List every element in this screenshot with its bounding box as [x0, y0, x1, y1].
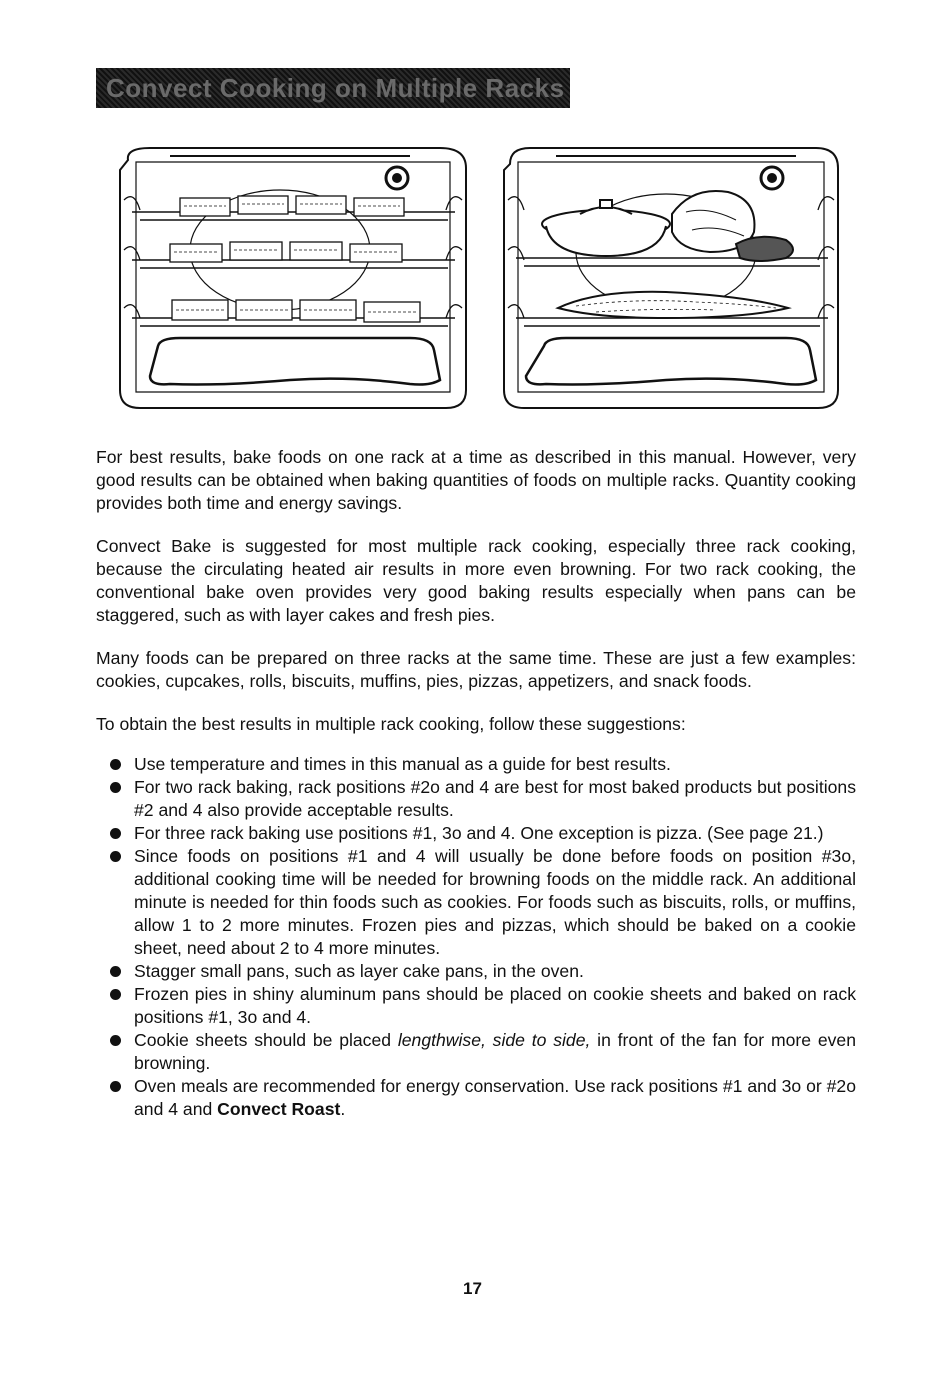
- bullet-icon: [110, 759, 121, 770]
- intro-paragraph: For best results, bake foods on one rack at a time as described in this manual. However, very good results can be obtained when baking quantities of foods on multiple racks. Quantity cooking provides both time and energy savings.: [96, 447, 856, 513]
- list-item-text: Use temperature and times in this manual as a guide for best results.: [134, 754, 671, 774]
- bold-text: Convect Roast: [217, 1099, 341, 1119]
- list-item: [96, 822, 856, 845]
- bullet-icon: [110, 1081, 121, 1092]
- page-number: 17: [463, 1279, 482, 1298]
- list-item-text: Since foods on positions #1 and 4 will usually be done before foods on position #3o, additional cooking time will be needed for browning foods on the middle rack. An additional minute is needed for thin foods such as cookies. For foods such as biscuits, rolls, or muffins, allow 1 to 2 more minutes. Frozen pies and pizzas, which should be baked on a cookie sheet, need about 2 to 4 more minutes.: [134, 846, 856, 958]
- text-segment: Oven meals are recommended for energy conservation. Use rack positions #1 and 3o or #2o and 4 and: [134, 1076, 856, 1119]
- body-content: [96, 446, 856, 1121]
- emphasis-text: lengthwise, side to side,: [397, 1030, 591, 1050]
- convect-bake-paragraph: Convect Bake is suggested for most multiple rack cooking, especially three rack cooking, because the circulating heated air results in more even browning. For two rack cooking, the conventional bake oven provides very good baking results especially when pans can be staggered, such as with layer cakes and fresh pies.: [96, 536, 856, 625]
- list-item: [96, 845, 856, 960]
- list-item: [96, 1075, 856, 1121]
- list-item-text: Frozen pies in shiny aluminum pans should be placed on cookie sheets and baked on rack positions #1, 3o and 4.: [134, 984, 856, 1027]
- bullet-icon: [110, 851, 121, 862]
- section-title-banner: [96, 68, 570, 108]
- list-item-text: [134, 1076, 856, 1119]
- list-item-text: Stagger small pans, such as layer cake pans, in the oven.: [134, 961, 584, 981]
- text-segment: .: [340, 1099, 346, 1119]
- list-item: [96, 776, 856, 822]
- bullet-icon: [110, 828, 121, 839]
- suggestions-list: [96, 753, 856, 1121]
- list-item: [96, 960, 856, 983]
- list-item-text: For two rack baking, rack positions #2o and 4 are best for most baked products but positions #2 and 4 also provide acceptable results.: [134, 777, 856, 820]
- list-item-text: For three rack baking use positions #1, 3o and 4. One exception is pizza. (See page 21.): [134, 823, 824, 843]
- text-segment: in front of the fan for more even browning.: [134, 1030, 856, 1073]
- oven-two-racks-illustration: [496, 140, 846, 412]
- list-item: [96, 753, 856, 776]
- bullet-icon: [110, 1035, 121, 1046]
- list-item: [96, 1029, 856, 1075]
- text-segment: Cookie sheets should be placed: [134, 1030, 398, 1050]
- examples-paragraph: Many foods can be prepared on three racks at the same time. These are just a few examples: cookies, cupcakes, rolls, biscuits, muffins, pies, pizzas, appetizers, and snack foods.: [96, 648, 856, 691]
- section-title: Convect Cooking on Multiple Racks: [106, 72, 565, 103]
- list-item-text: [134, 1030, 856, 1073]
- suggestions-intro: To obtain the best results in multiple rack cooking, follow these suggestions:: [96, 714, 686, 734]
- bullet-icon: [110, 989, 121, 1000]
- bullet-icon: [110, 782, 121, 793]
- bullet-icon: [110, 966, 121, 977]
- oven-three-racks-illustration: [110, 140, 478, 412]
- list-item: [96, 983, 856, 1029]
